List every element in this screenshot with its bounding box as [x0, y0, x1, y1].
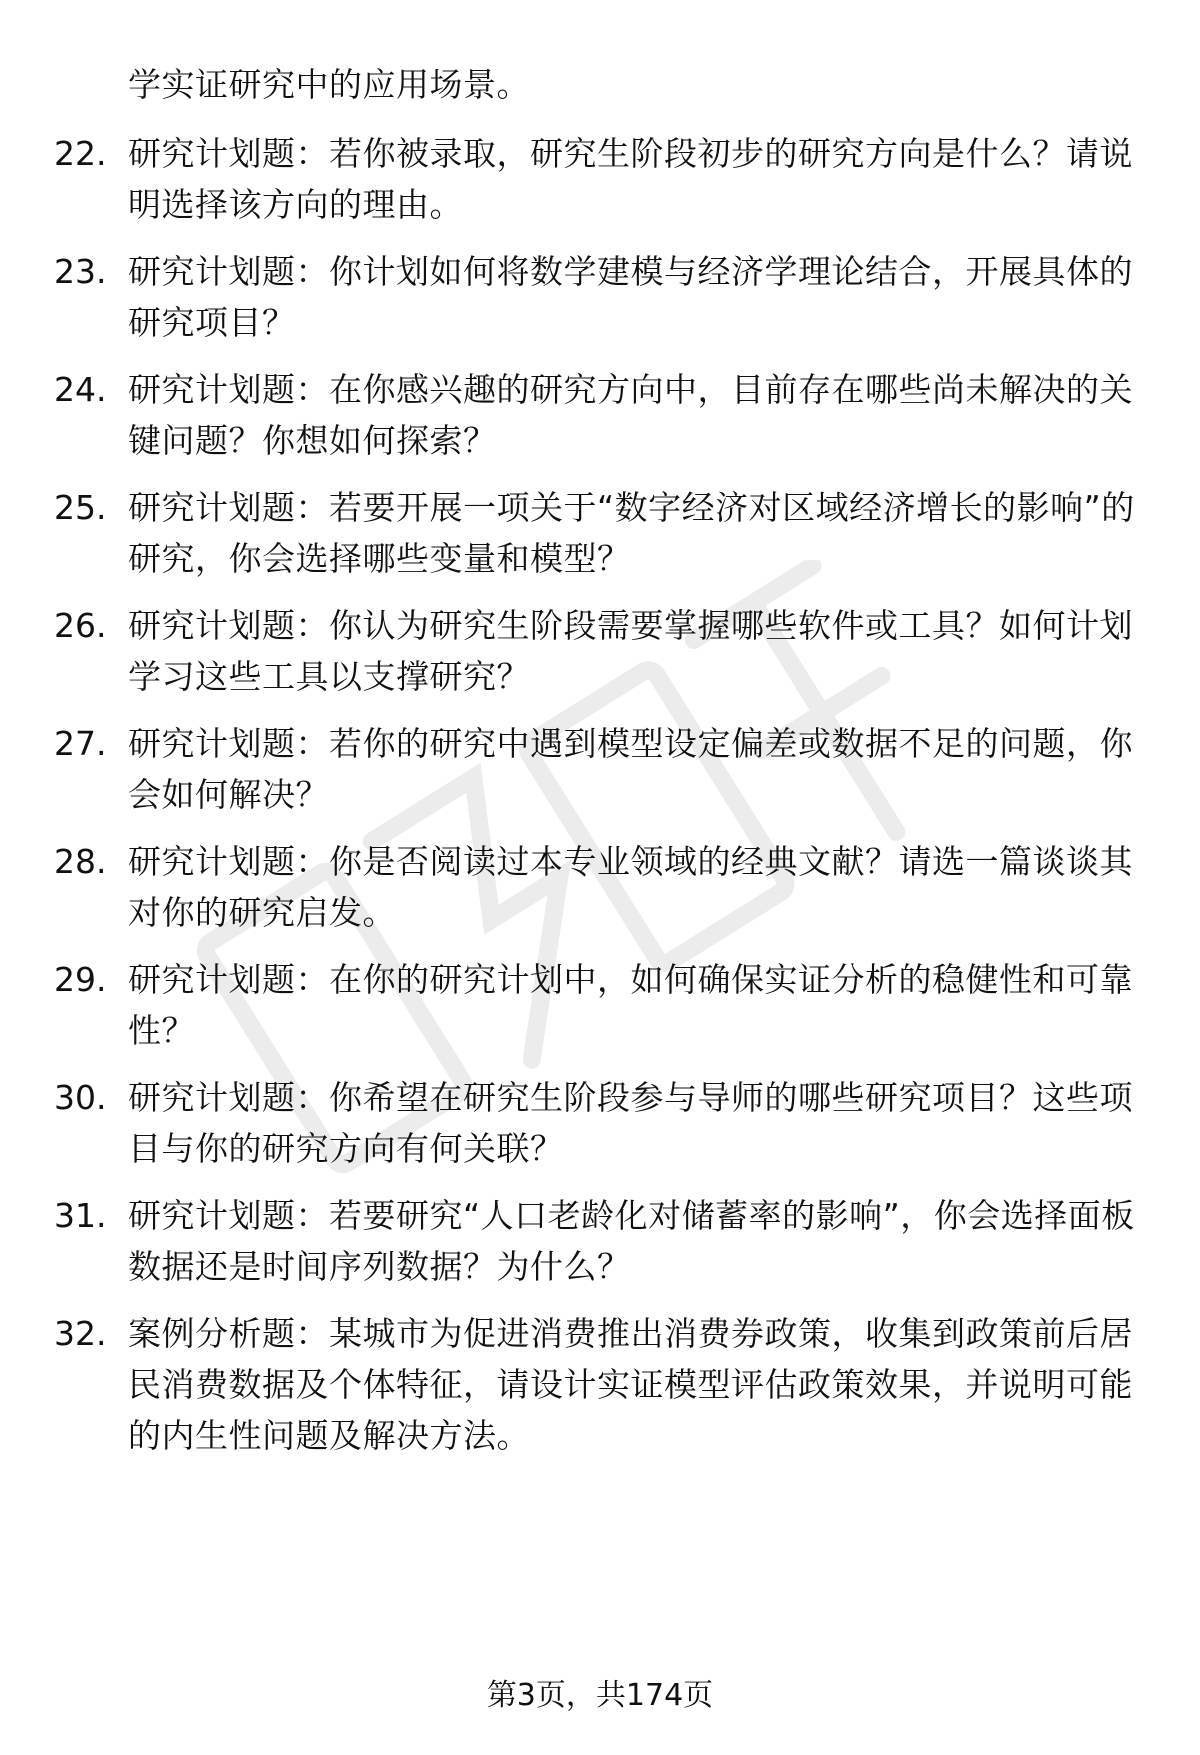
question-text: 研究计划题：若你的研究中遇到模型设定偏差或数据不足的问题，你会如何解决？ — [128, 724, 1133, 814]
question-number: 31. — [54, 1196, 107, 1235]
question-number: 22. — [54, 134, 107, 173]
question-number: 24. — [54, 370, 107, 409]
question-text: 研究计划题：在你感兴趣的研究方向中，目前存在哪些尚未解决的关键问题？你想如何探索？ — [128, 370, 1133, 460]
continuation-text: 学实证研究中的应用场景。 — [128, 65, 530, 104]
question-number: 23. — [54, 252, 107, 291]
question-text: 案例分析题：某城市为促进消费推出消费券政策，收集到政策前后居民消费数据及个体特征，请设计实证模型评估政策效果，并说明可能的内生性问题及解决方法。 — [128, 1314, 1133, 1455]
question-text: 研究计划题：若要研究“人口老龄化对储蓄率的影响”，你会选择面板数据还是时间序列数据？为什么？ — [128, 1196, 1135, 1286]
question-text: 研究计划题：若你被录取，研究生阶段初步的研究方向是什么？请说明选择该方向的理由。 — [128, 134, 1133, 224]
question-number: 27. — [54, 724, 107, 763]
question-number: 30. — [54, 1078, 107, 1117]
question-number: 26. — [54, 606, 107, 645]
question-text: 研究计划题：若要开展一项关于“数字经济对区域经济增长的影响”的研究，你会选择哪些变量和模型？ — [128, 488, 1135, 578]
question-text: 研究计划题：在你的研究计划中，如何确保实证分析的稳健性和可靠性？ — [128, 960, 1133, 1050]
question-text: 研究计划题：你是否阅读过本专业领域的经典文献？请选一篇谈谈其对你的研究启发。 — [128, 842, 1133, 932]
question-number: 28. — [54, 842, 107, 881]
page-footer: 第3页，共174页 — [486, 1678, 714, 1713]
question-number: 32. — [54, 1314, 107, 1353]
question-text: 研究计划题：你希望在研究生阶段参与导师的哪些研究项目？这些项目与你的研究方向有何关联？ — [128, 1078, 1133, 1168]
question-number: 29. — [54, 960, 107, 999]
question-text: 研究计划题：你认为研究生阶段需要掌握哪些软件或工具？如何计划学习这些工具以支撑研究？ — [128, 606, 1133, 696]
question-number: 25. — [54, 488, 107, 527]
question-text: 研究计划题：你计划如何将数学建模与经济学理论结合，开展具体的研究项目？ — [128, 252, 1133, 342]
